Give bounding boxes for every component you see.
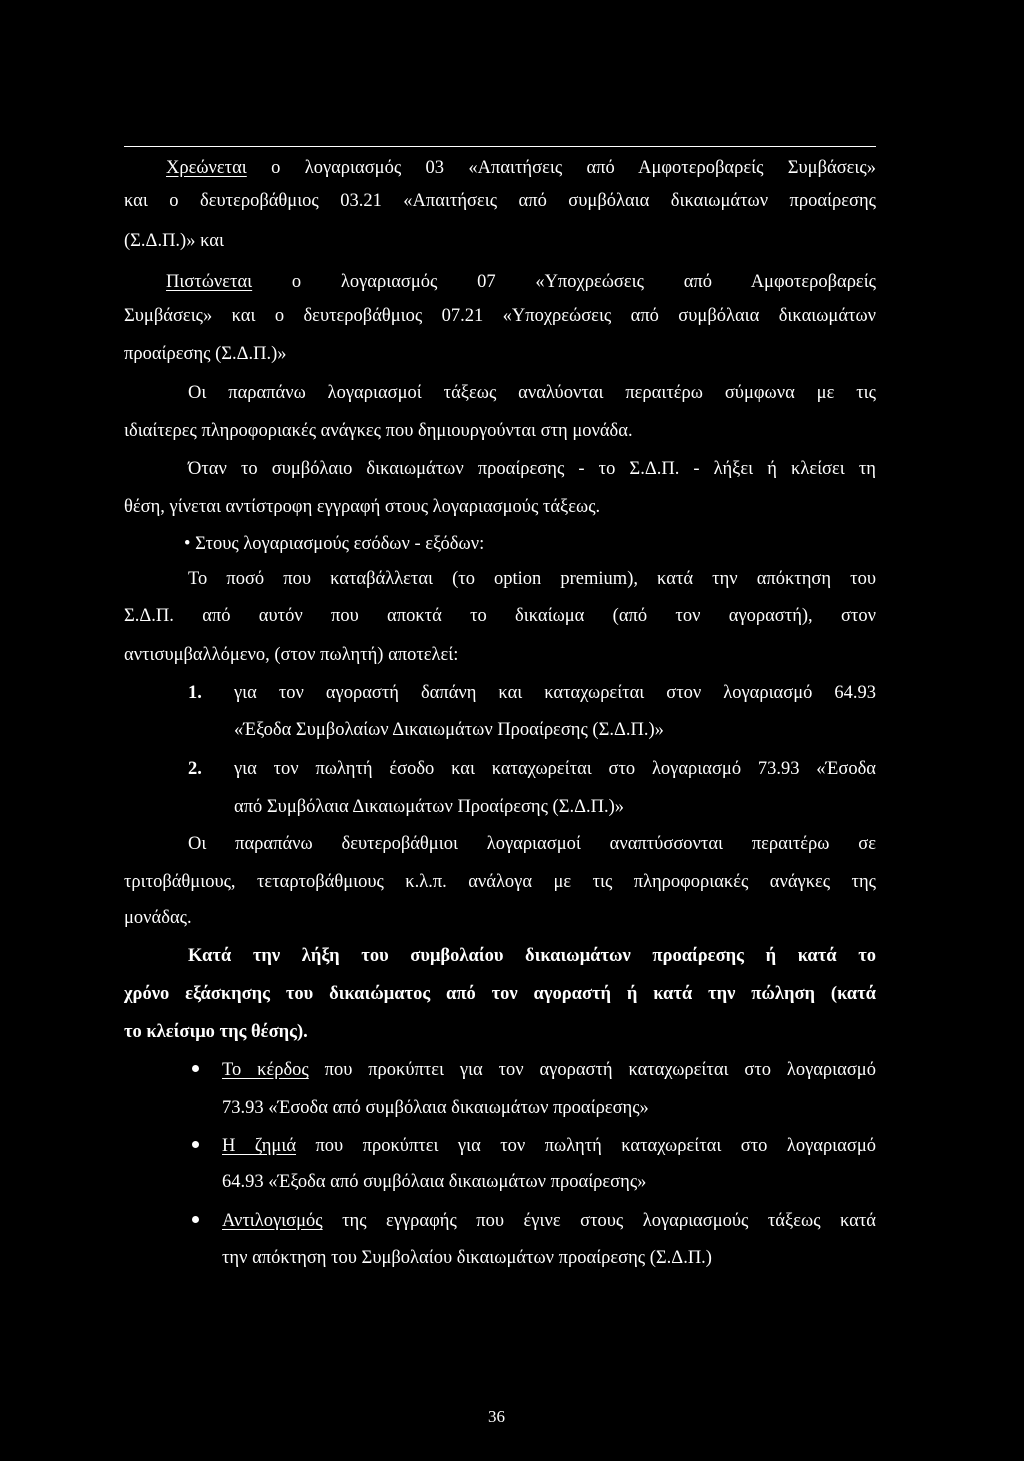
paragraph-expiry-line-1: Όταν το συμβόλαιο δικαιωμάτων προαίρεσης - το Σ.Δ.Π. - λήξει ή κλείσει τη [188, 459, 876, 479]
list-item-1-line-1: για τον αγοραστή δαπάνη και καταχωρείται στον λογαριασμό 64.93 [234, 683, 876, 703]
bullet-reversal-line-1: Αντιλογισμός της εγγραφής που έγινε στους λογαριασμούς τάξεως κατά [222, 1211, 876, 1231]
heading-closing-line-3: το κλείσιμο της θέσης). [124, 1022, 308, 1042]
profit-label: Το κέρδος [222, 1060, 309, 1080]
paragraph-subaccounts-line-1: Οι παραπάνω δευτεροβάθμιοι λογαριασμοί αναπτύσσονται περαιτέρω σε [188, 834, 876, 854]
paragraph-premium-line-2: Σ.Δ.Π. από αυτόν που αποκτά το δικαίωμα (από τον αγοραστή), στον [124, 606, 876, 626]
bullet-reversal-line-2: την απόκτηση του Συμβολαίου δικαιωμάτων προαίρεσης (Σ.Δ.Π.) [222, 1248, 712, 1268]
list-item-1-line-2: «Έξοδα Συμβολαίων Δικαιωμάτων Προαίρεσης (Σ.Δ.Π.)» [234, 720, 664, 740]
page-number: 36 [488, 1407, 505, 1426]
list-item-2-line-1: για τον πωλητή έσοδο και καταχωρείται στο λογαριασμό 73.93 «Έσοδα [234, 759, 876, 779]
paragraph-debit-line-2: και ο δευτεροβάθμιος 03.21 «Απαιτήσεις από συμβόλαια δικαιωμάτων προαίρεσης [124, 191, 876, 211]
header-rule [124, 146, 876, 147]
bullet-income-expense: • Στους λογαριασμούς εσόδων - εξόδων: [184, 534, 485, 554]
reversal-label: Αντιλογισμός [222, 1211, 323, 1231]
paragraph-premium-line-3: αντισυμβαλλόμενο, (στον πωλητή) αποτελεί: [124, 645, 459, 665]
bullet-loss-line-2: 64.93 «Έξοδα από συμβόλαια δικαιωμάτων προαίρεσης» [222, 1172, 647, 1192]
credit-label: Πιστώνεται [166, 272, 253, 292]
heading-closing-line-2: χρόνο εξάσκησης του δικαιώματος από τον αγοραστή ή κατά την πώληση (κατά [124, 984, 876, 1004]
bullet-dot [192, 1065, 199, 1072]
paragraph-analysis-line-1: Οι παραπάνω λογαριασμοί τάξεως αναλύονται περαιτέρω σύμφωνα με τις [188, 383, 876, 403]
paragraph-credit-line-1: Πιστώνεται ο λογαριασμός 07 «Υποχρεώσεις από Αμφοτεροβαρείς [166, 272, 876, 292]
paragraph-debit-line-3: (Σ.Δ.Π.)» και [124, 231, 224, 251]
list-item-2-line-2: από Συμβόλαια Δικαιωμάτων Προαίρεσης (Σ.Δ.Π.)» [234, 797, 625, 817]
bullet-dot [192, 1216, 199, 1223]
debit-label: Χρεώνεται [166, 158, 247, 178]
list-number-1: 1. [188, 683, 202, 703]
paragraph-premium-line-1: Το ποσό που καταβάλλεται (το option premium), κατά την απόκτηση του [188, 569, 876, 589]
paragraph-debit-line-1: Χρεώνεται ο λογαριασμός 03 «Απαιτήσεις από Αμφοτεροβαρείς Συμβάσεις» [166, 158, 876, 178]
bullet-profit-line-1: Το κέρδος που προκύπτει για τον αγοραστή καταχωρείται στο λογαριασμό [222, 1060, 876, 1080]
paragraph-credit-line-2: Συμβάσεις» και ο δευτεροβάθμιος 07.21 «Υποχρεώσεις από συμβόλαια δικαιωμάτων [124, 306, 876, 326]
paragraph-subaccounts-line-3: μονάδας. [124, 908, 192, 928]
bullet-dot [192, 1141, 199, 1148]
list-number-2: 2. [188, 759, 202, 779]
paragraph-subaccounts-line-2: τριτοβάθμιους, τεταρτοβάθμιους κ.λ.π. ανάλογα με τις πληροφοριακές ανάγκες της [124, 872, 876, 892]
bullet-loss-line-1: Η ζημιά που προκύπτει για τον πωλητή καταχωρείται στο λογαριασμό [222, 1136, 876, 1156]
paragraph-analysis-line-2: ιδιαίτερες πληροφοριακές ανάγκες που δημιουργούνται στη μονάδα. [124, 421, 633, 441]
paragraph-expiry-line-2: θέση, γίνεται αντίστροφη εγγραφή στους λογαριασμούς τάξεως. [124, 497, 601, 517]
paragraph-credit-line-3: προαίρεσης (Σ.Δ.Π.)» [124, 344, 287, 364]
bullet-profit-line-2: 73.93 «Έσοδα από συμβόλαια δικαιωμάτων προαίρεσης» [222, 1098, 649, 1118]
heading-closing-line-1: Κατά την λήξη του συμβολαίου δικαιωμάτων προαίρεσης ή κατά το [188, 946, 876, 966]
loss-label: Η ζημιά [222, 1136, 297, 1156]
